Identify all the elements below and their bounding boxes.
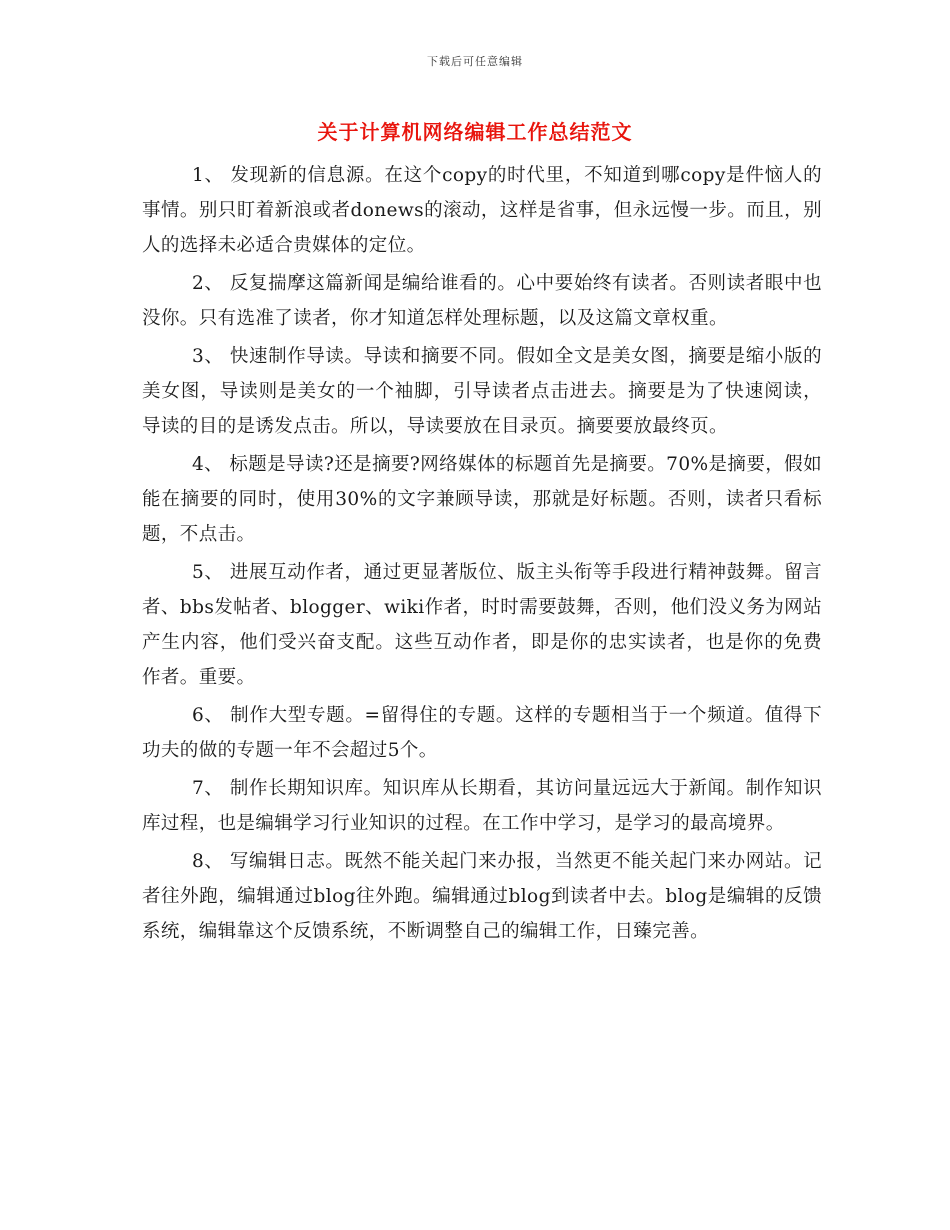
paragraph-3: 3、 快速制作导读。导读和摘要不同。假如全文是美女图，摘要是缩小版的美女图，导读则是美女的一个袖脚，引导读者点击进去。摘要是为了快速阅读，导读的目的是诱发点击。所以，导读要放在目录页。摘要要放最终页。: [142, 346, 822, 437]
paragraph-1: 1、 发现新的信息源。在这个copy的时代里，不知道到哪copy是件恼人的事情。别只盯着新浪或者donews的滚动，这样是省事，但永远慢一步。而且，别人的选择未必适合贵媒体的定位。: [142, 165, 822, 256]
document-title: 关于计算机网络编辑工作总结范文: [317, 120, 633, 144]
paragraph-6: 6、 制作大型专题。=留得住的专题。这样的专题相当于一个频道。值得下功夫的做的专题一年不会超过5个。: [142, 705, 822, 761]
document-body: [142, 158, 822, 952]
paragraph-7: 7、 制作长期知识库。知识库从长期看，其访问量远远大于新闻。制作知识库过程，也是编辑学习行业知识的过程。在工作中学习，是学习的最高境界。: [142, 778, 822, 834]
page-header-note: 下载后可任意编辑: [427, 55, 523, 68]
paragraph-4: 4、 标题是导读?还是摘要?网络媒体的标题首先是摘要。70%是摘要，假如能在摘要的同时，使用30%的文字兼顾导读，那就是好标题。否则，读者只看标题，不点击。: [142, 454, 822, 545]
paragraph-8: 8、 写编辑日志。既然不能关起门来办报，当然更不能关起门来办网站。记者往外跑，编辑通过blog往外跑。编辑通过blog到读者中去。blog是编辑的反馈系统，编辑靠这个反馈系统，不断调整自己的编辑工作，日臻完善。: [142, 851, 822, 942]
paragraph-5: 5、 进展互动作者，通过更显著版位、版主头衔等手段进行精神鼓舞。留言者、bbs发帖者、blogger、wiki作者，时时需要鼓舞，否则，他们没义务为网站产生内容，他们受兴奋支配。这些互动作者，即是你的忠实读者，也是你的免费作者。重要。: [142, 562, 822, 688]
paragraph-2: 2、 反复揣摩这篇新闻是编给谁看的。心中要始终有读者。否则读者眼中也没你。只有选准了读者，你才知道怎样处理标题，以及这篇文章权重。: [142, 273, 822, 329]
